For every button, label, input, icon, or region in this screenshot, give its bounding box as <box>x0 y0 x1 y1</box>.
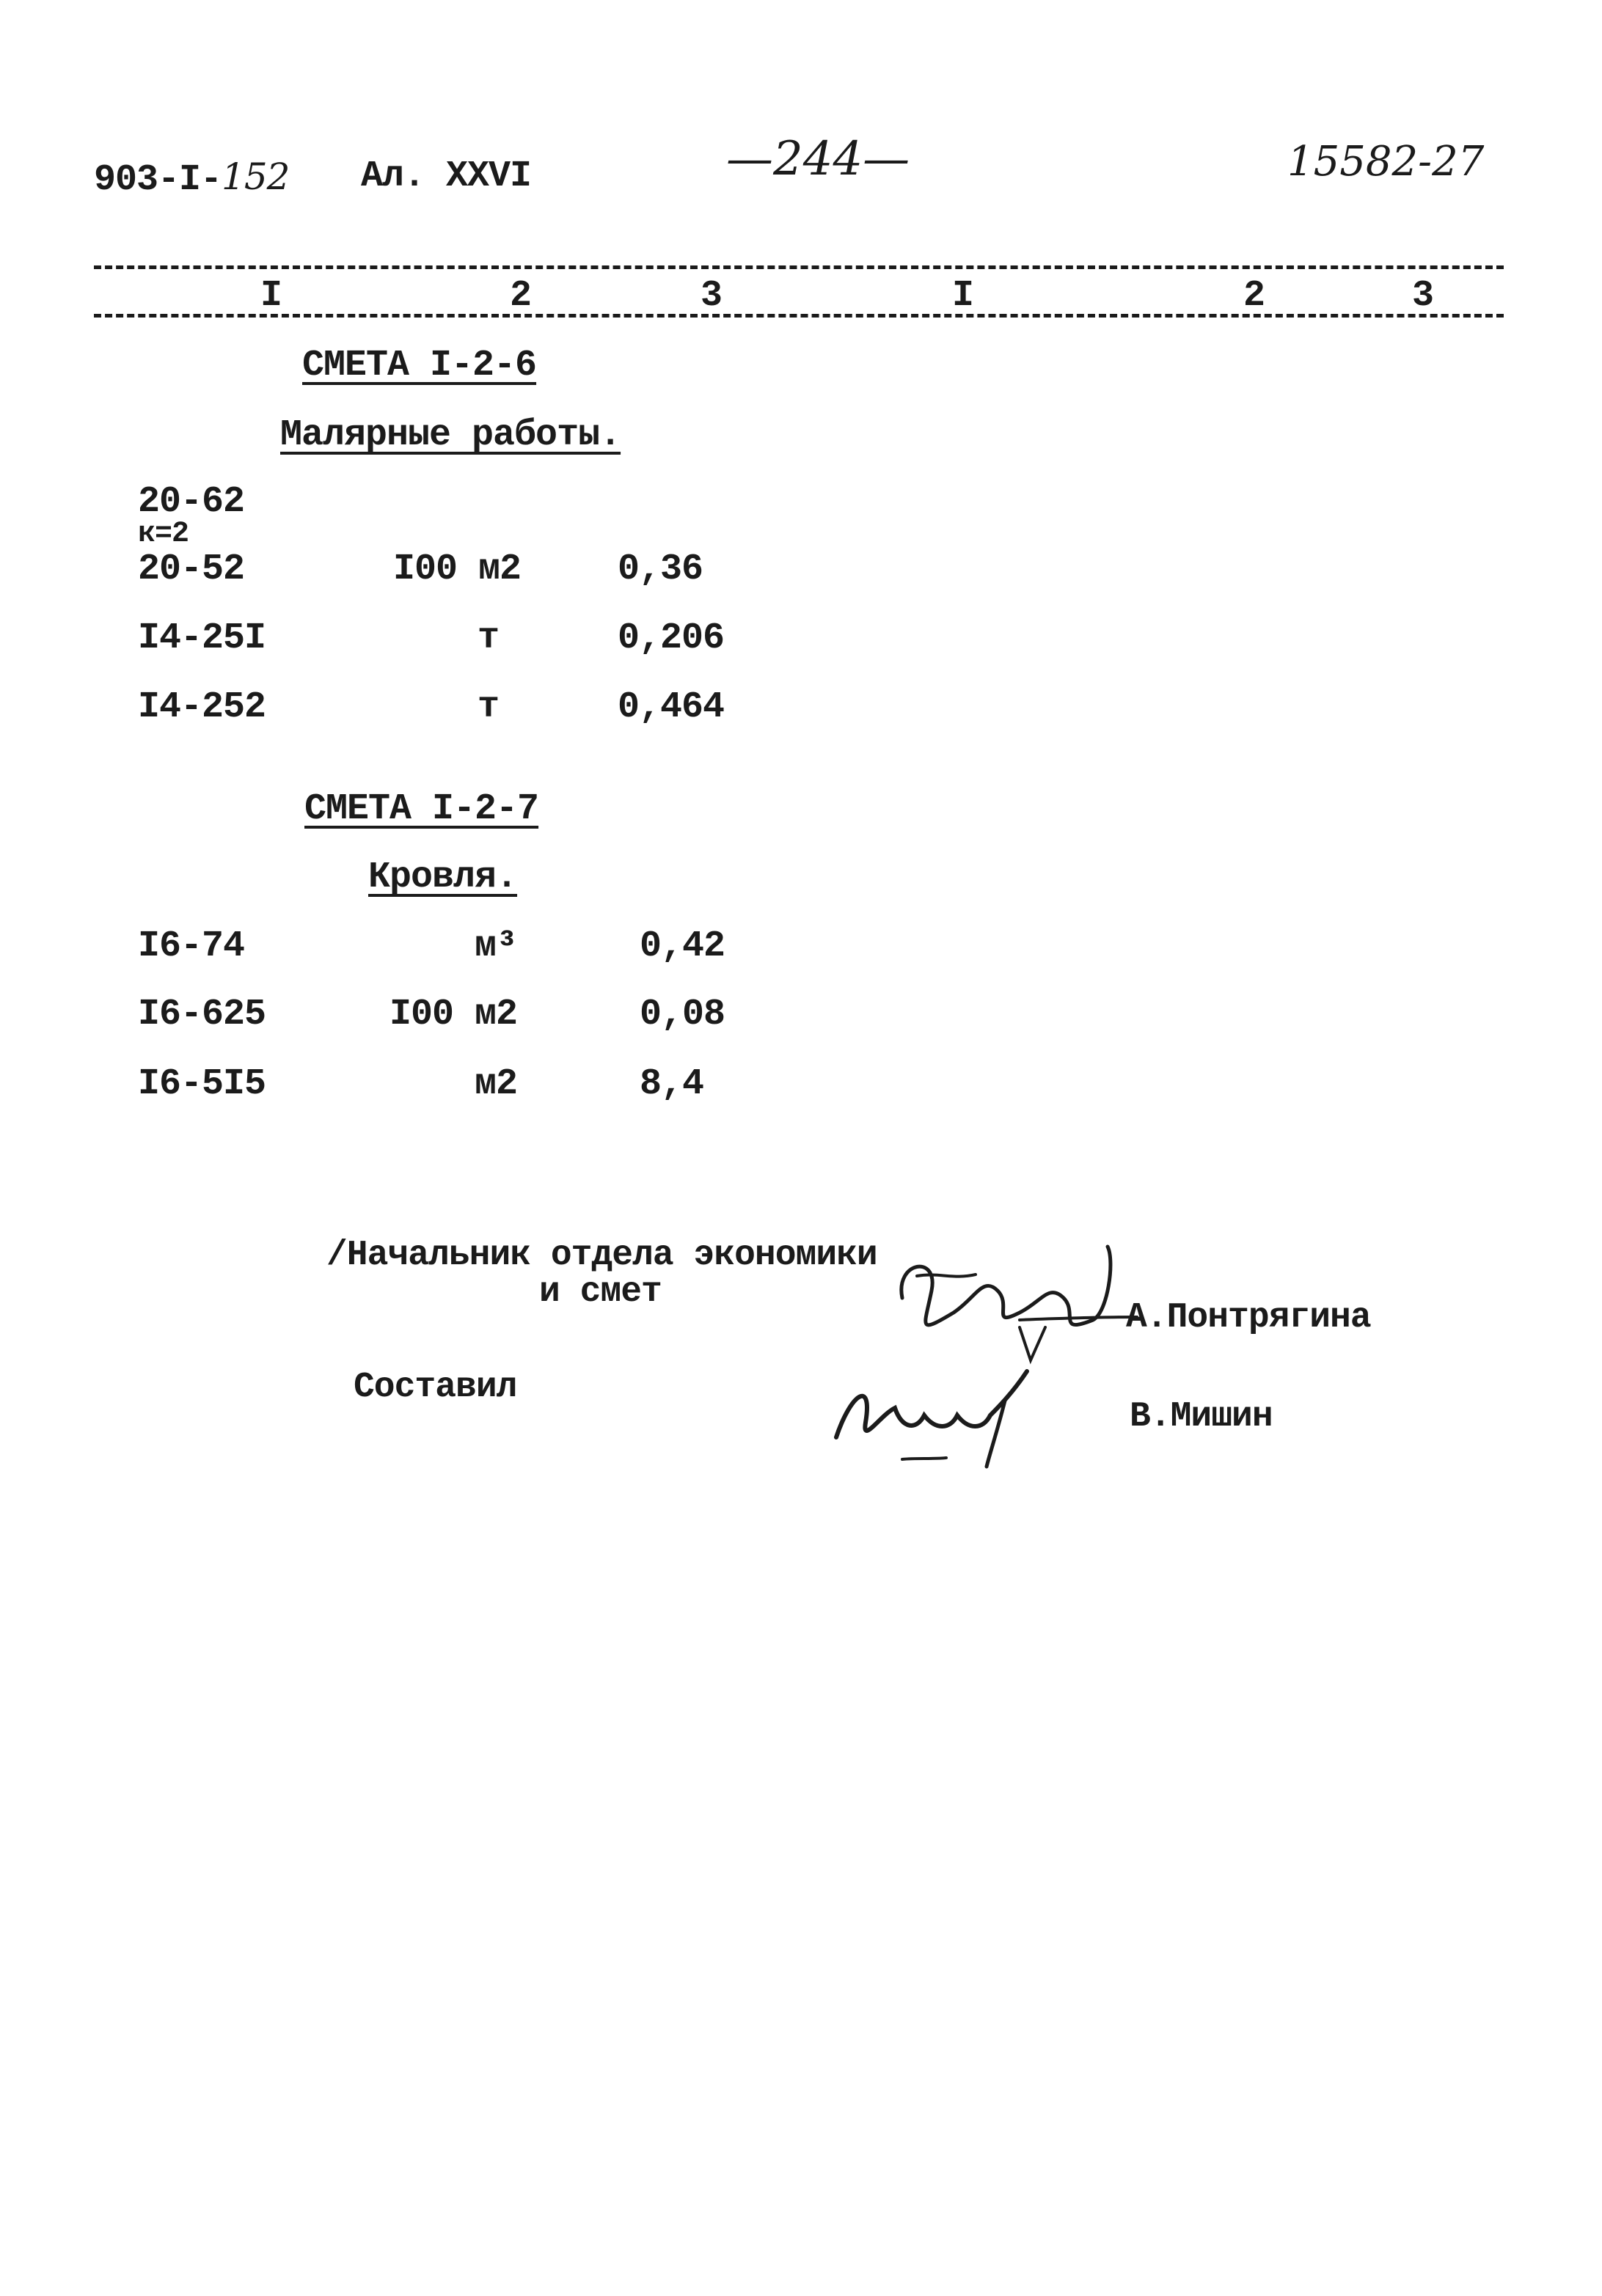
header-dash-line-top <box>94 265 1504 269</box>
row-unit: т <box>477 686 499 728</box>
column-number-1: I <box>260 275 283 317</box>
row-value: 0,08 <box>640 994 725 1035</box>
row-value: 0,42 <box>640 925 725 967</box>
signature-2 <box>822 1349 1056 1481</box>
signatory-name-1: А.Понтрягина <box>1126 1298 1371 1338</box>
column-number-2: 2 <box>510 275 533 317</box>
signatory-name-2: В.Мишин <box>1130 1397 1273 1437</box>
row-unit: т <box>477 617 499 659</box>
row-code-secondary: 20-52 <box>138 549 245 590</box>
series-code <box>94 155 289 201</box>
column-number-6: 3 <box>1412 275 1435 317</box>
row-value: 8,4 <box>640 1063 704 1105</box>
column-number-4: I <box>952 275 975 317</box>
section-title: СМЕТА I-2-7 <box>304 788 539 830</box>
series-code-typed: 903-I- <box>94 159 222 201</box>
row-code: 20-62 <box>138 481 245 523</box>
row-code: I6-5I5 <box>138 1063 266 1105</box>
row-unit: м2 <box>474 1063 517 1105</box>
row-value: 0,36 <box>618 549 703 590</box>
row-value: 0,464 <box>618 686 725 728</box>
row-code: I6-625 <box>138 994 266 1035</box>
row-code-coefficient: к=2 <box>138 518 189 551</box>
column-number-3: 3 <box>701 275 723 317</box>
signatory-role-1: /Начальник отдела экономики <box>326 1236 877 1275</box>
section-subtitle: Малярные работы. <box>280 414 621 456</box>
row-code: I4-252 <box>138 686 266 728</box>
row-unit: I00 м2 <box>392 549 521 590</box>
row-value: 0,206 <box>618 617 725 659</box>
signatory-role-1-continuation: и смет <box>539 1272 662 1312</box>
page-number: —244— <box>726 132 910 186</box>
header-dash-line-bottom <box>94 314 1504 318</box>
row-unit: м³ <box>474 925 517 967</box>
row-code: I6-74 <box>138 925 245 967</box>
section-subtitle: Кровля. <box>368 857 518 898</box>
series-code-handwritten: 152 <box>222 155 290 198</box>
column-number-5: 2 <box>1243 275 1266 317</box>
row-unit: I00 м2 <box>389 994 517 1035</box>
document-number: 15582-27 <box>1287 138 1485 186</box>
signatory-role-2: Составил <box>354 1368 517 1407</box>
section-title: СМЕТА I-2-6 <box>302 345 537 386</box>
album-label: Ал. XXVI <box>361 155 532 197</box>
row-code: I4-25I <box>138 617 266 659</box>
